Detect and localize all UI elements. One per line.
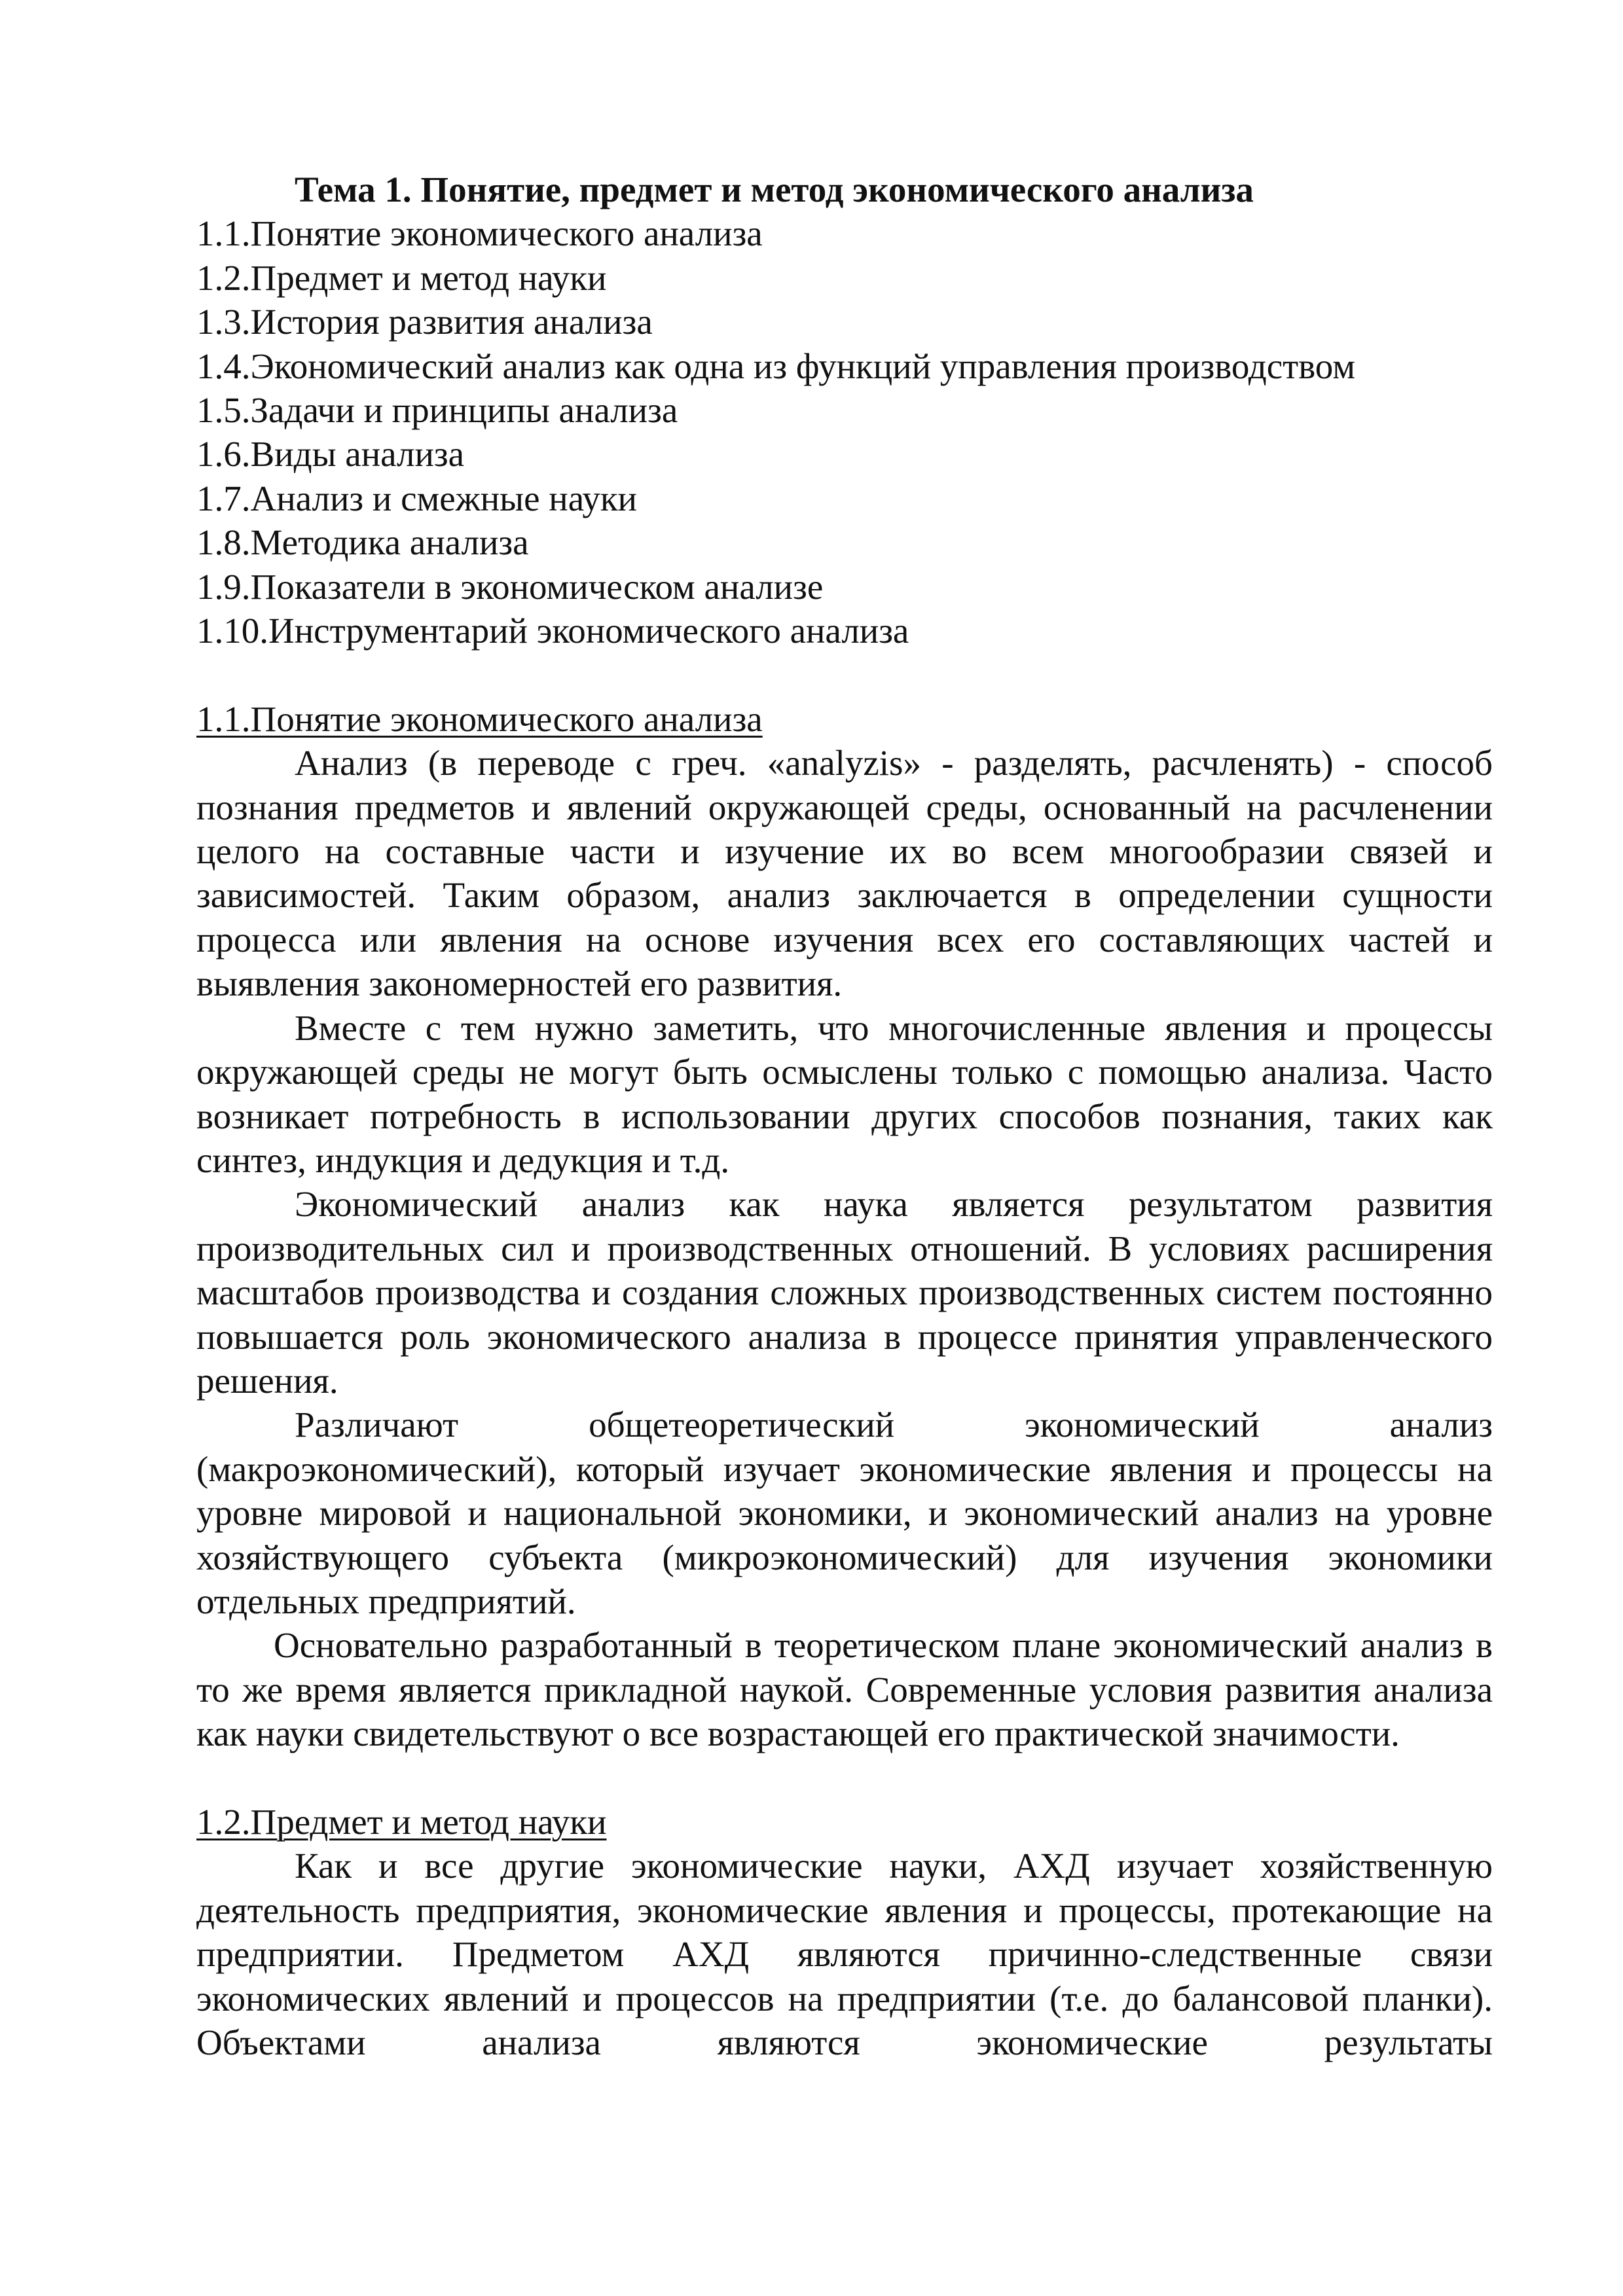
toc-item: 1.3.История развития анализа [196,302,653,342]
toc-item: 1.6.Виды анализа [196,434,465,475]
toc-item: 1.7.Анализ и смежные науки [196,478,637,518]
paragraph: Различают общетеоретический экономический анализ (макроэкономический), который изучает экономические явления и процессы на уровне мировой и национальной экономики, и экономический анализ на уровне хозяйствующего субъекта (микроэкономический) для изучения экономики отдельных предприятий. [196,1405,1493,1621]
document-page [196,168,1493,2064]
toc-item: 1.1.Понятие экономического анализа [196,213,763,254]
toc-item: 1.4.Экономический анализ как одна из функций управления производством [196,346,1356,386]
toc-item: 1.10.Инструментарий экономического анализа [196,611,909,651]
paragraph: Анализ (в переводе с греч. «analyzis» - разделять, расчленять) - способ познания предметов и явлений окружающей среды, основанный на расчленении целого на составные части и изучение их во всем многообразии связей и зависимостей. Таким образом, анализ заключается в определении сущности процесса или явления на основе изучения всех его составляющих частей и выявления закономерностей его развития. [196,743,1493,1004]
toc-item: 1.9.Показатели в экономическом анализе [196,566,824,607]
section-heading: 1.1.Понятие экономического анализа [196,698,763,739]
section-2 [196,1800,1493,2064]
table-of-contents [196,211,1493,653]
page-title: Тема 1. Понятие, предмет и метод экономического анализа [295,170,1254,209]
spacer [196,653,1493,696]
paragraph: Вместе с тем нужно заметить, что многочисленные явления и процессы окружающей среды не могут быть осмыслены только с помощью анализа. Часто возникает потребность в использовании других способов познания, таких как синтез, индукция и дедукция и т.д. [196,1007,1493,1180]
section-heading: 1.2.Предмет и метод науки [196,1802,607,1842]
toc-item: 1.8.Методика анализа [196,522,529,563]
paragraph: Как и все другие экономические науки, АХД изучает хозяйственную деятельность предприятия, экономические явления и процессы, протекающие на предприятии. Предметом АХД являются причинно-следственные связи экономических явлений и процессов на предприятии (т.е. до балансовой планки). Объектами анализа являются экономические результаты [196,1846,1493,2063]
section-1 [196,697,1493,1756]
spacer [196,1756,1493,1800]
paragraph: Основательно разработанный в теоретическом плане экономический анализ в то же время является прикладной наукой. Современные условия развития анализа как науки свидетельствуют о все возрастающей его практической значимости. [196,1625,1493,1754]
paragraph: Экономический анализ как наука является результатом развития производительных сил и производственных отношений. В условиях расширения масштабов производства и создания сложных производственных систем постоянно повышается роль экономического анализа в процессе принятия управленческого решения. [196,1184,1493,1401]
toc-item: 1.5.Задачи и принципы анализа [196,390,678,431]
toc-item: 1.2.Предмет и метод науки [196,257,607,298]
